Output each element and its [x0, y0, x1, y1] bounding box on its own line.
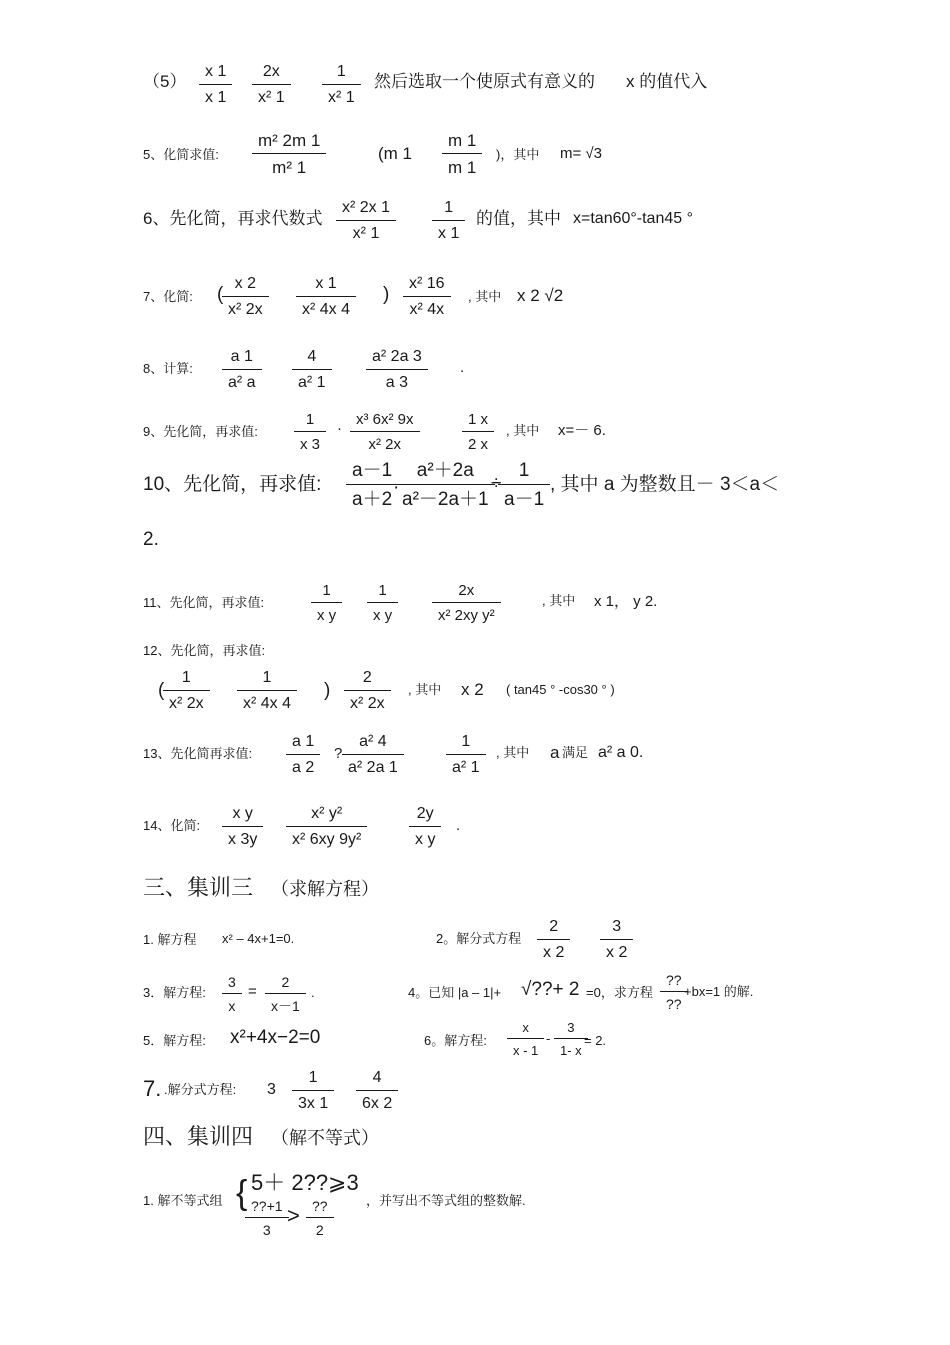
condition: x 2 √2 — [517, 286, 564, 305]
fraction: x³ 6x² 9x x² 2x — [350, 412, 420, 452]
problem-text: . — [311, 985, 315, 1000]
fraction: 1 x y — [367, 583, 398, 623]
problem-text: = 2. — [584, 1033, 607, 1048]
fraction: 1 a² 1 — [446, 734, 486, 776]
fraction: 1 x 3 — [294, 412, 326, 452]
fraction: ?? 2 — [306, 1199, 334, 1237]
problem-text: =0，求方程 — [586, 985, 653, 1000]
fraction: 1 x² 1 — [322, 64, 361, 106]
fraction: 2 x－1 — [265, 975, 306, 1013]
fraction: x y x 3y — [222, 806, 263, 848]
problem-label: 4。已知 |a – 1|+ — [408, 985, 502, 1000]
problem-label: 5．解方程: — [143, 1033, 206, 1048]
condition: x 1， y 2. — [594, 593, 658, 610]
fraction: 4 a² 1 — [292, 349, 332, 391]
problem-text: 满足 — [562, 745, 589, 760]
problem-text: , 其中 a 为整数且－ 3＜a＜ — [550, 474, 780, 495]
fraction: 1 a－1 — [498, 461, 550, 509]
problem-text: 然后选取一个使原式有意义的 — [374, 72, 595, 91]
inequality-line: 5＋ 2??⩾3 — [251, 1170, 359, 1195]
fraction: 2 x² 2x — [344, 670, 391, 712]
fraction: a² 4 a² 2a 1 — [342, 734, 404, 776]
fraction: 3 x 2 — [600, 919, 633, 961]
problem-text: )，其中 — [496, 147, 540, 162]
condition-variable: a — [550, 743, 560, 762]
fraction: a²＋2a a²－2a＋1 — [396, 461, 495, 509]
operator: - — [546, 1031, 551, 1046]
problem-label: 9、先化简，再求值: — [143, 424, 258, 439]
problem-label: 11、先化简，再求值: — [143, 595, 265, 610]
fraction: a－1 a＋2 — [346, 461, 398, 509]
problem-text: ，并写出不等式组的整数解. — [366, 1193, 526, 1208]
fraction: 1 3x 1 — [292, 1070, 334, 1112]
problem-label: 3．解方程: — [143, 985, 206, 1000]
fraction: a² 2a 3 a 3 — [366, 349, 428, 391]
operator: ? — [334, 745, 343, 762]
fraction: 1 x² 2x — [163, 670, 210, 712]
fraction: 2x x² 2xy y² — [432, 583, 501, 623]
operator: = — [248, 983, 257, 1000]
problem-label: .解分式方程: — [164, 1082, 237, 1097]
fraction: x² y² x² 6xy 9y² — [286, 806, 367, 848]
expression: 3 — [267, 1081, 276, 1098]
section-heading: 四、集训四 （解不等式） — [143, 1125, 380, 1150]
operator: > — [287, 1203, 300, 1228]
paren-open: ( — [158, 680, 165, 701]
problem-text: , 其中 — [468, 289, 502, 304]
problem-label: 1. 解不等式组 — [143, 1193, 223, 1208]
fraction: x 1 x² 4x 4 — [296, 276, 356, 318]
equation: x² – 4x+1=0. — [222, 931, 295, 946]
paren-close: ) — [324, 680, 331, 701]
fraction: 1 x 2 x — [462, 412, 494, 452]
problem-label: 6、先化简，再求代数式 — [143, 209, 323, 228]
fraction: ?? ?? — [660, 973, 688, 1011]
fraction: m² 2m 1 m² 1 — [252, 132, 326, 176]
problem-label: 13、先化简再求值: — [143, 746, 253, 761]
condition: ( tan45 ° -cos30 ° ) — [506, 682, 615, 697]
root-expression: √??+ 2 — [521, 979, 580, 1000]
sub-problem-number: （5） — [143, 72, 187, 91]
problem-label: 2。解分式方程 — [436, 931, 522, 946]
paren-close: ) — [383, 284, 390, 305]
problem-label: 10、先化简，再求值: — [143, 474, 322, 495]
paren-open: ( — [217, 284, 224, 305]
problem-label: 12、先化简，再求值: — [143, 643, 266, 658]
problem-text: , 其中 — [408, 682, 442, 697]
problem-text: . — [456, 817, 461, 834]
fraction: 3 x — [222, 975, 242, 1013]
problem-label: 6。解方程: — [424, 1033, 487, 1048]
fraction: 1 x² 4x 4 — [237, 670, 297, 712]
fraction: 1 x 1 — [432, 200, 465, 242]
fraction: 2x x² 1 — [252, 64, 291, 106]
fraction: x 2 x² 2x — [222, 276, 269, 318]
problem-label: 8、计算: — [143, 361, 193, 376]
section-heading: 三、集训三 （求解方程） — [143, 876, 380, 901]
fraction: x² 16 x² 4x — [403, 276, 451, 318]
fraction: x² 2x 1 x² 1 — [336, 200, 396, 242]
problem-number: 7. — [143, 1076, 162, 1101]
problem-text: x 的值代入 — [626, 72, 708, 91]
expression: (m 1 — [378, 144, 412, 163]
fraction: 2 x 2 — [537, 919, 570, 961]
problem-text: , 其中 — [506, 423, 540, 438]
operator: · — [393, 477, 400, 498]
operator: ÷ — [491, 473, 502, 494]
problem-label: 7、化简: — [143, 289, 193, 304]
condition: x=－ 6. — [558, 422, 606, 439]
problem-label: 1. 解方程 — [143, 932, 197, 947]
problem-label: 5、化简求值: — [143, 147, 219, 162]
problem-text: , 其中 — [496, 745, 530, 760]
equation: x²+4x−2=0 — [230, 1027, 321, 1048]
problem-text: 2. — [143, 529, 159, 550]
problem-text: . — [460, 359, 465, 376]
fraction: x 1 x 1 — [199, 64, 232, 106]
problem-text: , 其中 — [542, 593, 576, 608]
problem-text: 的值，其中 — [476, 209, 561, 228]
condition: a² a 0. — [598, 744, 644, 761]
problem-label: 14、化简: — [143, 818, 201, 833]
condition: x 2 — [461, 680, 484, 699]
fraction: ??+1 3 — [245, 1199, 289, 1237]
fraction: a 1 a² a — [222, 349, 262, 391]
fraction: x x - 1 — [507, 1021, 544, 1057]
condition: x=tan60°-tan45 ° — [573, 210, 693, 227]
fraction: 1 x y — [311, 583, 342, 623]
problem-text: +bx=1 的解. — [684, 984, 754, 999]
fraction: 3 1- x — [554, 1021, 588, 1057]
fraction: m 1 m 1 — [442, 132, 482, 176]
fraction: 4 6x 2 — [356, 1070, 398, 1112]
operator: · — [337, 420, 342, 437]
condition: m= √3 — [560, 145, 602, 162]
fraction: a 1 a 2 — [286, 734, 320, 776]
brace-symbol: { — [236, 1174, 248, 1212]
fraction: 2y x y — [409, 806, 441, 848]
